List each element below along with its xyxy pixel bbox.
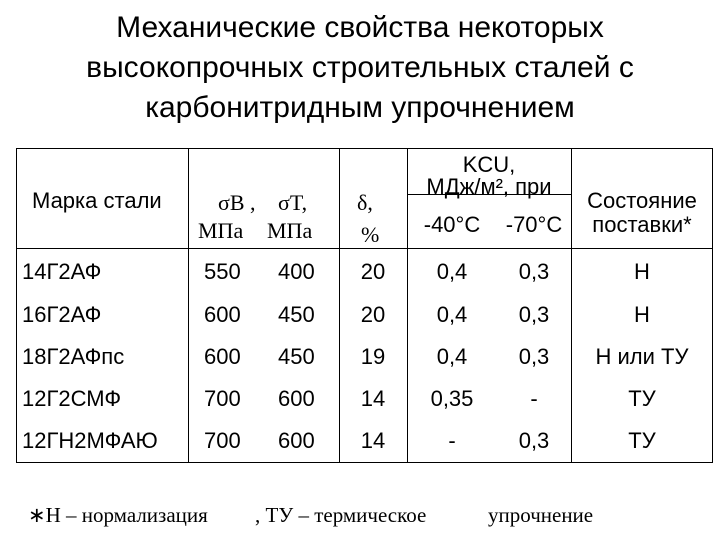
row1-state: Н xyxy=(634,259,650,284)
row3-state: Н или ТУ xyxy=(595,344,689,369)
row1-kcu-40: 0,4 xyxy=(436,259,468,284)
row3-sigma-t: 450 xyxy=(278,344,315,369)
row2-sigma-b: 600 xyxy=(204,302,241,327)
table-border-top xyxy=(16,148,713,149)
row5-sigma-b: 700 xyxy=(204,428,241,453)
title-line-3: карбонитридным упрочнением xyxy=(145,91,575,124)
row3-kcu-70: 0,3 xyxy=(518,344,550,369)
row1-delta: 20 xyxy=(360,259,386,284)
header-temp-40: -40°С xyxy=(423,212,481,237)
row4-grade: 12Г2СМФ xyxy=(22,386,122,411)
header-delta: δ, xyxy=(357,190,373,215)
row1-grade: 14Г2АФ xyxy=(22,259,102,284)
row3-kcu-40: 0,4 xyxy=(436,344,468,369)
row2-state: Н xyxy=(634,302,650,327)
row2-sigma-t: 450 xyxy=(278,302,315,327)
footnote-part-1: ∗Н – нормализация xyxy=(28,503,208,527)
header-sigma-b: σB , xyxy=(218,190,256,215)
row2-delta: 20 xyxy=(360,302,386,327)
row5-sigma-t: 600 xyxy=(278,428,315,453)
table-border-left xyxy=(16,148,17,463)
row3-delta: 19 xyxy=(360,344,386,369)
table-header-divider xyxy=(16,248,713,249)
row2-kcu-70: 0,3 xyxy=(518,302,550,327)
row5-grade: 12ГН2МФАЮ xyxy=(22,428,158,453)
header-temp-70: -70°С xyxy=(505,212,563,237)
row5-kcu-40: - xyxy=(448,428,456,453)
slide-title xyxy=(0,8,720,128)
row1-kcu-70: 0,3 xyxy=(518,259,550,284)
header-unit-mpa-1: МПа xyxy=(198,218,244,243)
header-unit-mpa-2: МПа xyxy=(267,218,313,243)
row4-sigma-b: 700 xyxy=(204,386,241,411)
column-divider-1 xyxy=(188,148,189,463)
properties-table xyxy=(16,148,713,463)
row4-delta: 14 xyxy=(360,386,386,411)
header-state-2: поставки* xyxy=(592,212,692,237)
table-border-bottom xyxy=(16,462,713,463)
row3-sigma-b: 600 xyxy=(204,344,241,369)
footnote-part-3: упрочнение xyxy=(488,503,594,527)
row5-kcu-70: 0,3 xyxy=(518,428,550,453)
header-sigma-t: σT, xyxy=(278,190,308,215)
row2-kcu-40: 0,4 xyxy=(436,302,468,327)
footnote-part-2: , ТУ – термическое xyxy=(255,503,427,527)
row4-sigma-t: 600 xyxy=(278,386,315,411)
row5-delta: 14 xyxy=(360,428,386,453)
header-kcu-1: KCU, xyxy=(462,152,516,177)
row4-kcu-70: - xyxy=(530,386,538,411)
row3-grade: 18Г2АФпс xyxy=(22,344,125,369)
title-line-1: Механические свойства некоторых xyxy=(116,11,604,44)
title-line-2: высокопрочных строительных сталей с xyxy=(86,51,634,84)
header-grade: Марка стали xyxy=(32,188,162,213)
row4-kcu-40: 0,35 xyxy=(430,386,474,411)
header-kcu-2: МДж/м², при xyxy=(426,174,552,199)
row1-sigma-t: 400 xyxy=(278,259,315,284)
row5-state: ТУ xyxy=(628,428,656,453)
row2-grade: 16Г2АФ xyxy=(22,302,102,327)
row4-state: ТУ xyxy=(628,386,656,411)
header-percent: % xyxy=(361,222,380,247)
header-state-1: Состояние xyxy=(587,188,697,213)
row1-sigma-b: 550 xyxy=(204,259,241,284)
